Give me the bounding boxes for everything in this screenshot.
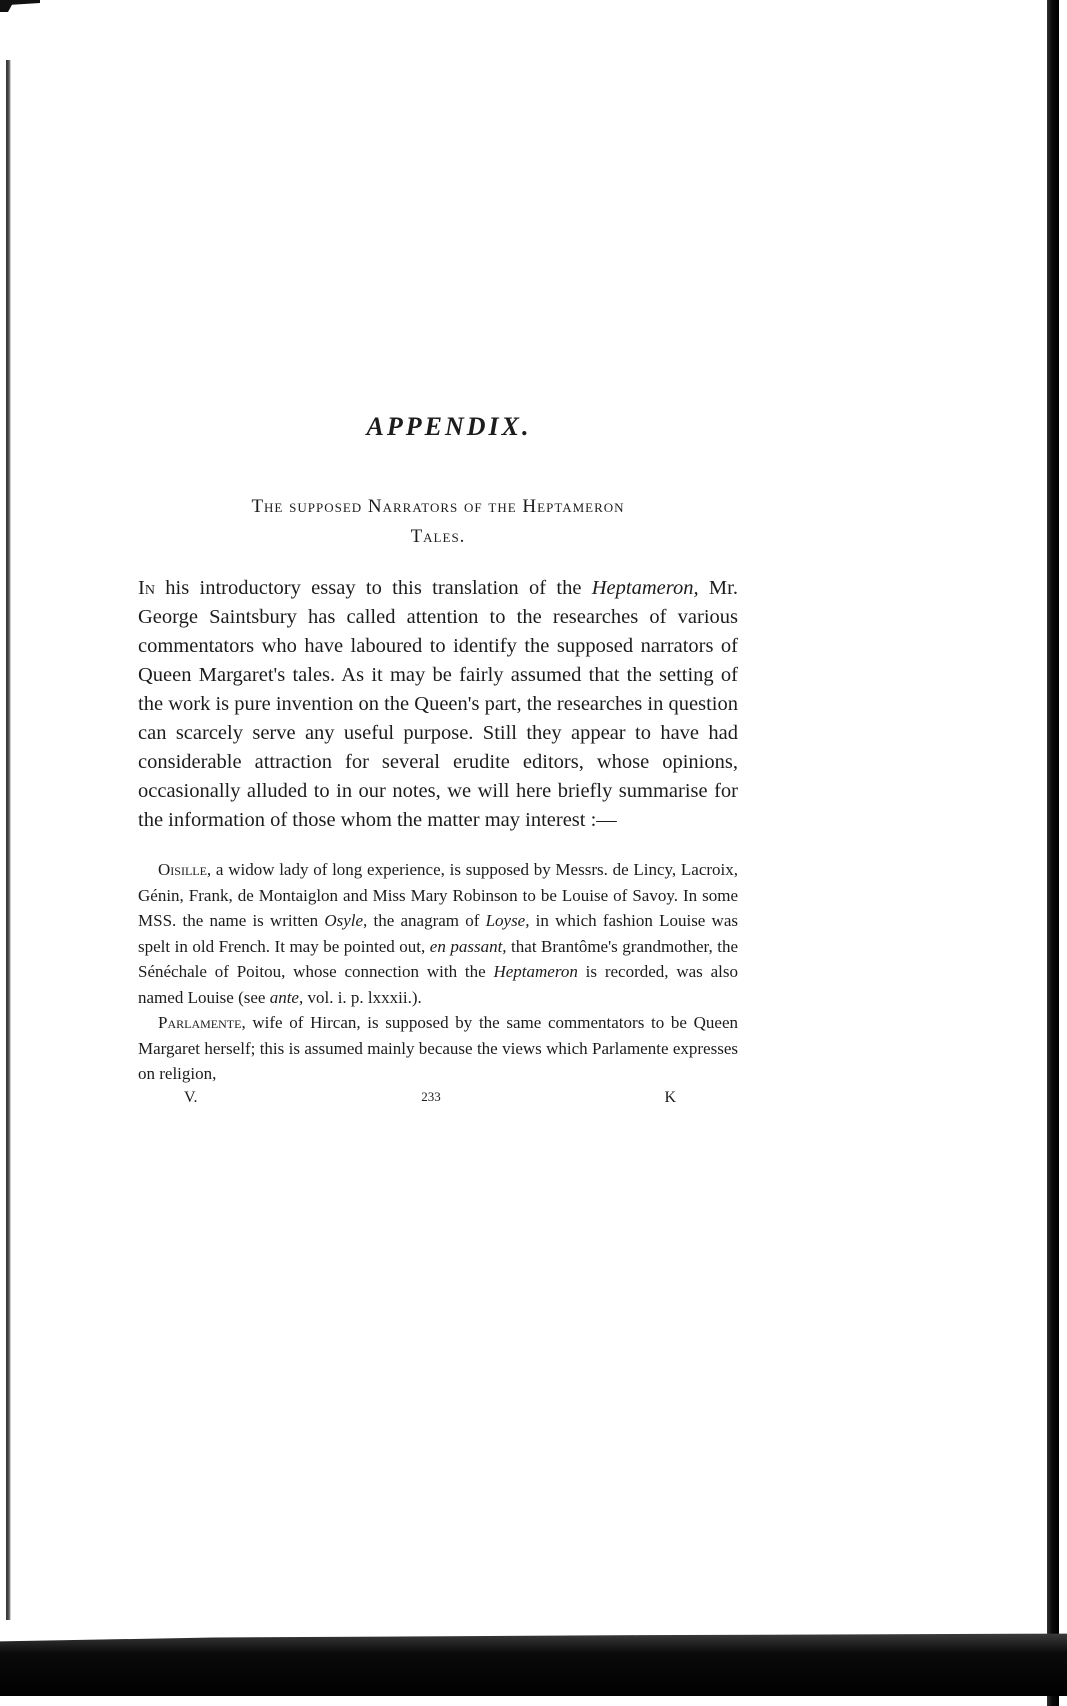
- scan-bottom-edge: [0, 1618, 1067, 1696]
- section-heading-line-1: The supposed Narrators of the Heptameron: [251, 496, 625, 517]
- book-page: [138, 412, 738, 1107]
- note-oisille: [138, 857, 738, 1010]
- scan-corner-mark: [0, 0, 40, 12]
- section-heading: [138, 492, 738, 552]
- oisille-heptameron-title: Heptameron: [493, 962, 578, 981]
- oisille-name: Oisille,: [158, 860, 212, 879]
- oisille-text-2: the anagram of: [367, 911, 486, 930]
- footer-signature-mark: K: [664, 1088, 676, 1106]
- footer-page-number: 233: [421, 1088, 441, 1104]
- section-heading-line-2: Tales.: [410, 526, 466, 547]
- page-footer: [138, 1089, 738, 1107]
- intro-text-1: his introductory essay to this translation of the: [154, 577, 592, 599]
- oisille-text-6: vol. i. p. lxxxii.).: [303, 987, 422, 1007]
- oisille-text-3: in which fashion Louise was spelt in old French. It may be pointed out,: [138, 911, 738, 956]
- oisille-text-1: a widow lady of long experience, is supposed by Messrs. de Lincy, Lacroix, Génin, Frank, de Montaiglon and Miss Mary Robinson to be Louise of Savoy. In some MSS. the name is written: [138, 860, 738, 930]
- footer-volume: V.: [184, 1088, 198, 1106]
- oisille-text-4: that Brantôme's grandmother, the Sénéchale of Poitou, whose connection with the: [138, 936, 738, 981]
- scan-left-edge: [6, 60, 11, 1620]
- oisille-loyse: Loyse,: [485, 911, 530, 930]
- oisille-osyle: Osyle,: [324, 911, 368, 930]
- intro-paragraph: [138, 574, 738, 835]
- parlamente-text-1: wife of Hircan, is supposed by the same commentators to be Queen Margaret herself; this is assumed mainly because the views which Parlamente expresses on religion,: [138, 1013, 738, 1083]
- oisille-ante: ante,: [269, 987, 304, 1007]
- intro-lead-word: In: [138, 577, 155, 599]
- oisille-en-passant: en passant,: [429, 936, 507, 956]
- parlamente-name: Parlamente,: [158, 1013, 246, 1032]
- intro-heptameron-title: Heptameron,: [591, 577, 699, 599]
- page-title: APPENDIX.: [366, 412, 532, 441]
- note-parlamente: [138, 1010, 738, 1087]
- intro-text-2: Mr. George Saintsbury has called attention to the researches of various commentators who have laboured to identify the supposed narrators of Queen Margaret's tales. As it may be fairly assumed that the setting of the work is pure invention on the Queen's part, the researches in question can scarcely serve any useful purpose. Still they appear to have had considerable attraction for several erudite editors, whose opinions, occasionally alluded to in our notes, we will here briefly summarise for the information of those whom the matter may interest :—: [138, 577, 738, 831]
- oisille-text-5: is recorded, was also named Louise (see: [138, 962, 738, 1007]
- scan-right-edge: [1047, 0, 1059, 1706]
